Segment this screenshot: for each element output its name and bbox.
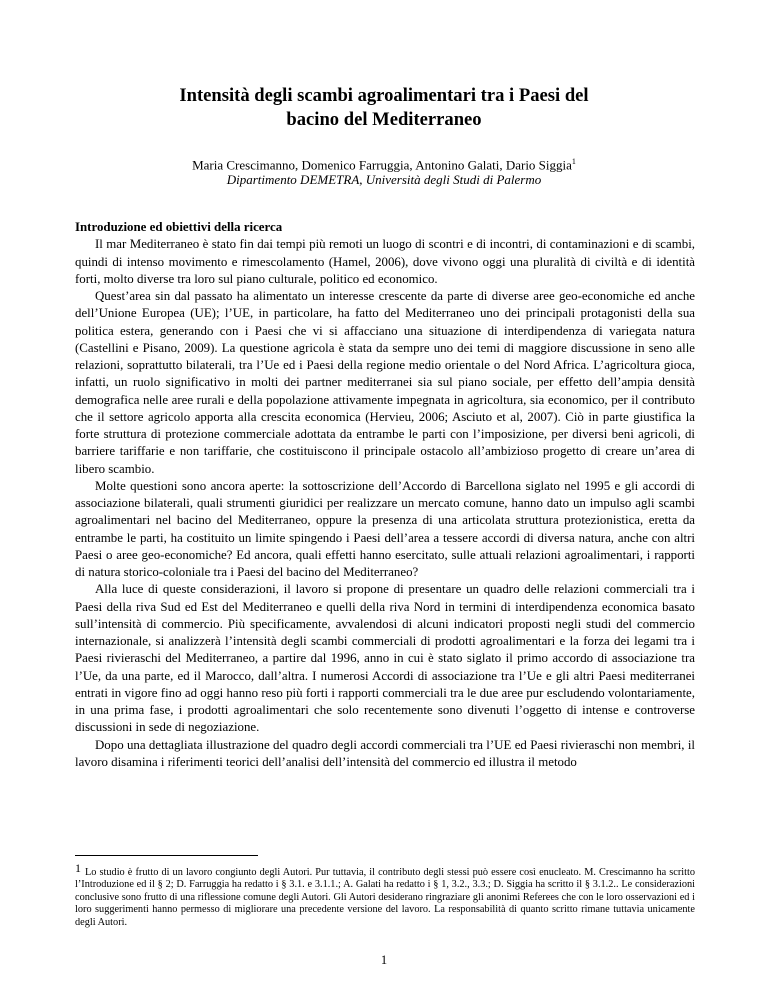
paragraph-3: Molte questioni sono ancora aperte: la sottoscrizione dell’Accordo di Barcellona siglato nel 1995 e gli accordi di associazione bilaterali, quali strumenti giuridici per realizzare un mercato comune, hanno dato un impulso agli scambi agroalimentari nel bacino del Mediterraneo, oppure la presenza di una articolata struttura protezionistica, eretta da entrambe le parti, ha costituito un limite spingendo i Paesi dell’area a tessere accordi di diversa natura, anche con altri Paesi o aree geo-economiche? Ed ancora, quali effetti hanno esercitato, sulle attuali relazioni agroalimentari, i rapporti di natura storico-coloniale tra i Paesi del bacino del Mediterraneo? [75,478,695,579]
footnote-reference: 1 [571,157,576,166]
paragraph-4: Alla luce di queste considerazioni, il lavoro si propone di presentare un quadro delle relazioni commerciali tra i Paesi della riva Sud ed Est del Mediterraneo e quelli della riva Nord in termini di interdipendenza economica basato sull’intensità di commercio. Più specificamente, avvalendosi di alcuni indicatori proposti negli studi del commercio internazionale, si analizzerà l’intensità degli scambi commerciali di prodotti agroalimentari e la forza dei legami tra i Paesi rivieraschi del Mediterraneo, a partire dal 1996, anno in cui è stato siglato il primo accordo di associazione tra l’Ue, da una parte, ed il Marocco, dall’altra. I numerosi Accordi di associazione tra l’Ue e gli altri Paesi mediterranei entrati in vigore fino ad oggi hanno reso più forti i rapporti commerciali tra le due aree pur escludendo volontariamente, in una prima fase, i prodotti agroalimentari che solo recentemente sono divenuti l’oggetto di intense e controverse discussioni in sede di negoziazione. [75,582,695,735]
footnote [75,862,695,929]
page-number: 1 [380,953,388,967]
footnote-separator [75,855,258,856]
footnote-text: Lo studio è frutto di un lavoro congiunto degli Autori. Pur tuttavia, il contributo degli stessi può essere così enucleato. M. Crescimanno ha scritto l’Introduzione ed il § 2; D. Farruggia ha redatto i § 3.1. e 3.1.1.; A. Galati ha redatto i § 1, 3.2., 3.3.; D. Siggia ha scritto il § 3.1.2.. Le considerazioni conclusive sono frutto di una riflessione comune degli Autori. Gli Autori desiderano ringraziare gli anonimi Referees che con le loro osservazioni ed i loro suggerimenti hanno permesso di migliorare una precedente versione del lavoro. La responsabilità di quanto scritto rimane tuttavia unicamente degli Autori. [75,867,695,928]
section-introduction [75,219,695,771]
author-names: Maria Crescimanno, Domenico Farruggia, Antonino Galati, Dario Siggia [192,157,572,173]
paper-title-line-1: Intensità degli scambi agroalimentari tra i Paesi del [179,85,589,106]
footnote-mark: 1 [75,861,81,875]
paper-title-line-2: bacino del Mediterraneo [286,109,482,130]
author-affiliation: Dipartimento DEMETRA, Università degli Studi di Palermo [226,172,542,187]
paragraph-2: Quest’area sin dal passato ha alimentato un interesse crescente da parte di diverse aree geo-economiche ed anche dell’Unione Europea (UE); l’UE, in particolare, ha fatto del Mediterraneo uno dei principali protagonisti della sua politica estera, generando con i Paesi che vi si affacciano una situazione di interdipendenza di variegata natura (Castellini e Pisano, 2009). La questione agricola è stata da sempre uno dei temi di maggiore discussione in seno alle relazioni, soprattutto bilaterali, tra l’Ue ed i Paesi della regione medio orientale o del Nord Africa. L’agricoltura gioca, infatti, un ruolo significativo in molti dei partner mediterranei sia sul piano sociale, per effetto dell’ampia densità demografica nelle aree rurali e della popolazione attivamente impegnata in agricoltura, sia economico, per il contributo che il settore agricolo apporta alla crescita economica (Hervieu, 2006; Asciuto et al, 2007). Ciò in parte giustifica la forte struttura di protezione commerciale adottata da entrambe le parti con l’imposizione, per diversi beni agricoli, di barriere tariffarie e non tariffarie, che costituiscono il principale ostacolo all’ambizioso progetto di creare un’area di libero scambio. [75,289,695,476]
paper-title [100,84,668,132]
paragraph-1: Il mar Mediterraneo è stato fin dai tempi più remoti un luogo di scontri e di incontri, di contaminazioni e di scambi, quindi di intenso movimento e rimescolamento (Hamel, 2006), dove vivono oggi una pluralità di civiltà e di identità forti, molto diverse tra loro sul piano culturale, politico ed economico. [75,237,695,286]
paragraph-5: Dopo una dettagliata illustrazione del quadro degli accordi commerciali tra l’UE ed Paesi rivieraschi non membri, il lavoro disamina i riferimenti teorici dell’analisi dell’intensità del commercio ed illustra il metodo [75,737,695,769]
section-heading: Introduzione ed obiettivi della ricerca [75,220,283,234]
